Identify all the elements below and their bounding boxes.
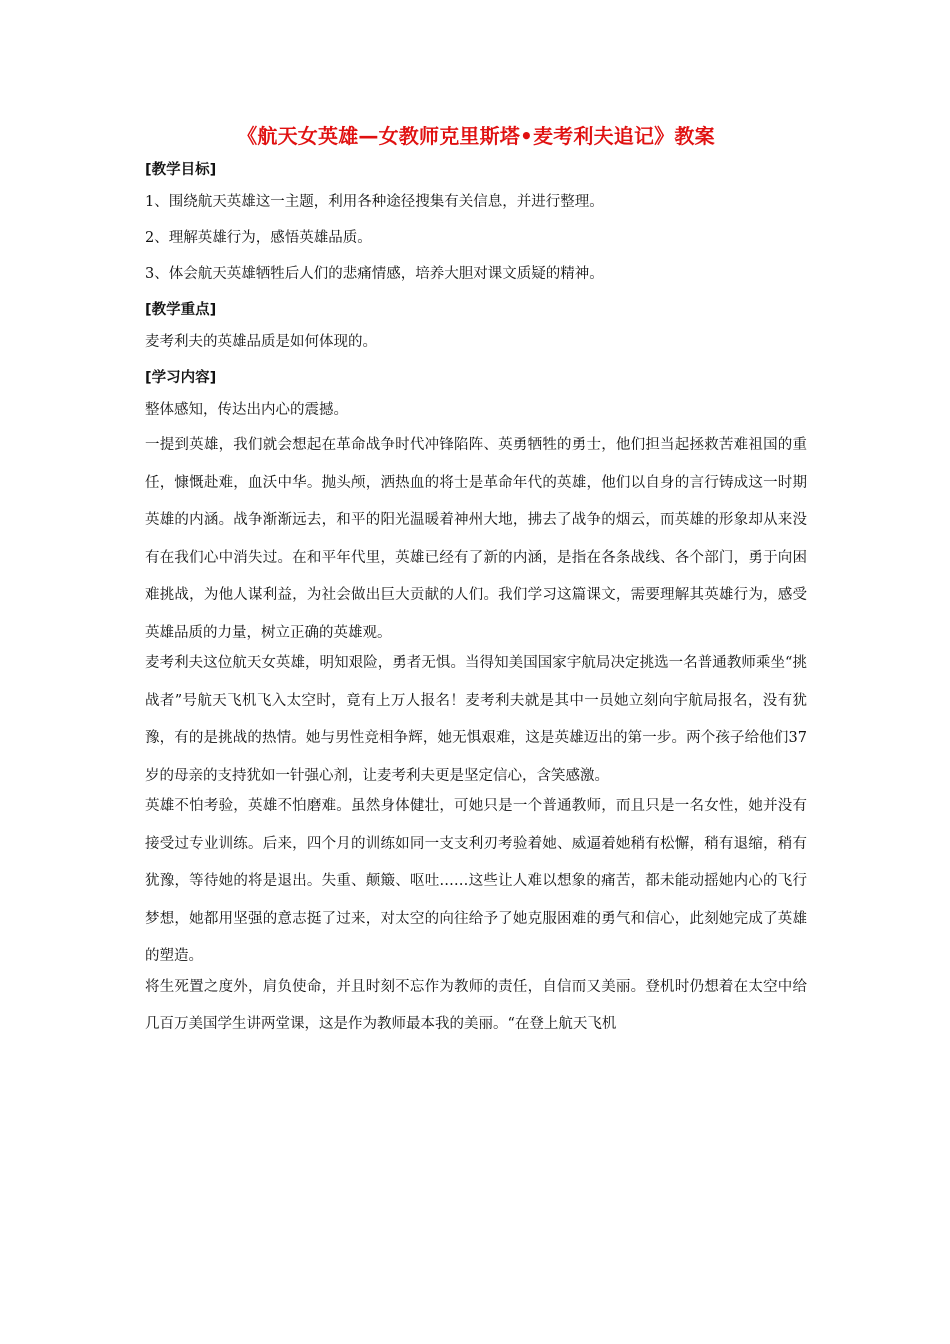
section-heading-content: [学习内容] bbox=[145, 370, 217, 386]
document-title: 《航天女英雄—女教师克里斯塔•麦考利夫追记》教案 bbox=[237, 124, 715, 148]
content-intro: 整体感知，传达出内心的震撼。 bbox=[145, 402, 348, 418]
section-heading-focus: [教学重点] bbox=[145, 302, 217, 318]
goal-item: 1、围绕航天英雄这一主题，利用各种途径搜集有关信息，并进行整理。 bbox=[145, 194, 604, 210]
content-paragraph: 英雄不怕考验，英雄不怕磨难。虽然身体健壮，可她只是一个普通教师，而且只是一名女性，她并没有接受过专业训练。后来，四个月的训练如同一支支利刃考验着她、威逼着她稍有松懈，稍有退缩，稍有犹豫，等待她的将是退出。失重、颠簸、呕吐……这些让人难以想象的痛苦，都未能动摇她内心的飞行梦想，她都用坚强的意志挺了过来，对太空的向往给予了她克服困难的勇气和信心，此刻她完成了英雄的塑造。 bbox=[145, 798, 807, 964]
focus-text: 麦考利夫的英雄品质是如何体现的。 bbox=[145, 334, 377, 350]
content-paragraph: 一提到英雄，我们就会想起在革命战争时代冲锋陷阵、英勇牺牲的勇士，他们担当起拯救苦难祖国的重任，慷慨赴难，血沃中华。抛头颅，洒热血的将士是革命年代的英雄，他们以自身的言行铸成这一时期英雄的内涵。战争渐渐远去，和平的阳光温暖着神州大地，拂去了战争的烟云，而英雄的形象却从来没有在我们心中消失过。在和平年代里，英雄已经有了新的内涵，是指在各条战线、各个部门，勇于向困难挑战，为他人谋利益，为社会做出巨大贡献的人们。我们学习这篇课文，需要理解其英雄行为，感受英雄品质的力量，树立正确的英雄观。 bbox=[145, 437, 807, 641]
content-paragraph: 将生死置之度外，肩负使命，并且时刻不忘作为教师的责任，自信而又美丽。登机时仍想着在太空中给几百万美国学生讲两堂课，这是作为教师最本我的美丽。“在登上航天飞机 bbox=[145, 978, 807, 1032]
goal-item: 3、体会航天英雄牺牲后人们的悲痛情感，培养大胆对课文质疑的精神。 bbox=[145, 266, 604, 282]
goal-item: 2、理解英雄行为，感悟英雄品质。 bbox=[145, 230, 372, 246]
content-paragraph: 麦考利夫这位航天女英雄，明知艰险，勇者无惧。当得知美国国家宇航局决定挑选一名普通教师乘坐“挑战者”号航天飞机飞入太空时，竟有上万人报名！麦考利夫就是其中一员她立刻向宇航局报名，没有犹豫，有的是挑战的热情。她与男性竞相争辉，她无惧艰难，这是英雄迈出的第一步。两个孩子给他们37岁的母亲的支持犹如一针强心剂，让麦考利夫更是坚定信心，含笑感激。 bbox=[145, 655, 807, 784]
section-heading-goals: [教学目标] bbox=[145, 162, 217, 178]
document-page bbox=[145, 120, 807, 1042]
